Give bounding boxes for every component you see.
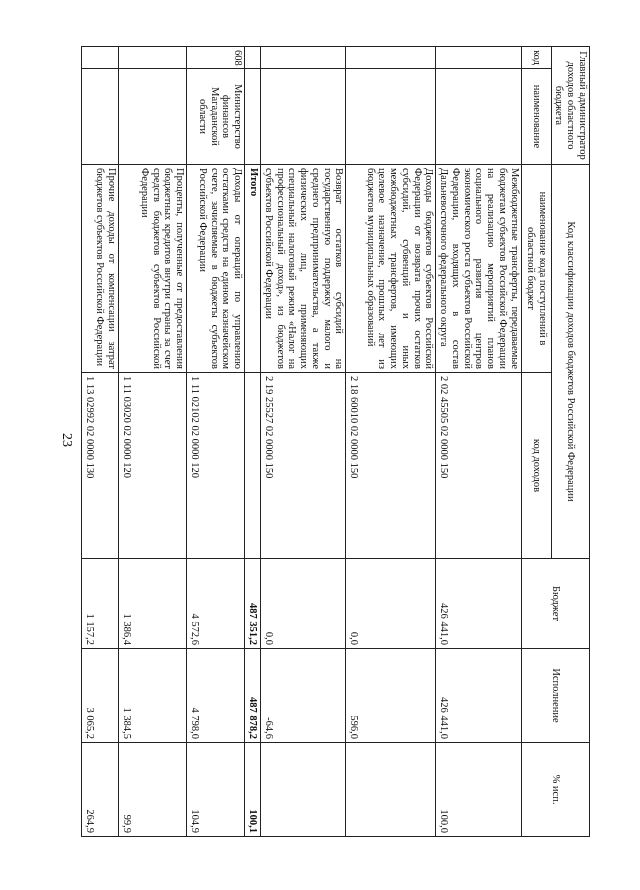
header-name: наименование [521,69,551,165]
table-row [346,47,436,837]
cell-total-label: Итого [245,165,261,373]
cell-execution: -64,6 [261,649,346,743]
cell-admin-name [346,69,436,165]
cell-budget: 1 386,4 [119,559,187,649]
cell-admin-code [261,47,346,69]
table-row [261,47,346,837]
cell-admin-code [119,47,187,69]
table-row [436,47,521,837]
page-number: 23 [59,433,74,447]
header-classification-group: Код классификации доходов бюджетов Российской Федерации [551,165,589,559]
cell-percent: 104,9 [187,743,245,837]
cell-execution: 3 065,2 [82,649,119,743]
header-code: код [521,47,551,69]
cell-percent [346,743,436,837]
cell-revenue-name: Доходы от операций по управлению остатками средств на едином казначейском счете, зачисляемые в бюджеты субъектов Российской Федерации [187,165,245,373]
table-row [187,47,245,837]
cell-percent: 264,9 [82,743,119,837]
cell-admin-name [82,69,119,165]
cell-budget: 0,0 [261,559,346,649]
header-revenue-name: наименование кода поступлений в областной бюджет [521,165,551,373]
cell-revenue-code: 2 19 25527 02 0000 150 [261,373,346,559]
cell-admin-code [346,47,436,69]
cell-revenue-name: Проценты, полученные от предоставления бюджетных кредитов внутри страны за счет средств бюджетов субъектов Российской Федерации [119,165,187,373]
cell-revenue-code [245,373,261,559]
cell-admin-code [245,47,261,69]
cell-percent: 99,9 [119,743,187,837]
cell-revenue-name: Межбюджетные трансферты, передаваемые бюджетам субъектов Российской Федерации на реализацию мероприятий планов социального развития центров экономического роста субъектов Российской Федерации, входящих в состав Дальневосточного федерального округа [436,165,521,373]
revenue-table [81,46,590,837]
total-row [245,47,261,837]
cell-revenue-code: 2 02 45505 02 0000 150 [436,373,521,559]
cell-revenue-code: 1 13 02992 02 0000 130 [82,373,119,559]
header-row-1 [551,47,589,837]
cell-total-percent: 100,1 [245,743,261,837]
cell-revenue-name: Прочие доходы от компенсации затрат бюджетов субъектов Российской Федерации [82,165,119,373]
cell-execution: 426 441,0 [436,649,521,743]
cell-budget: 1 157,2 [82,559,119,649]
header-execution: Исполнение [521,649,589,743]
header-revenue-code: код доходов [521,373,551,559]
cell-admin-name [119,69,187,165]
header-percent: % исп. [521,743,589,837]
cell-admin-name: Министерство финансов Магаданской области [187,69,245,165]
cell-execution: 4 798,0 [187,649,245,743]
cell-admin-name [245,69,261,165]
cell-revenue-code: 1 11 03020 02 0000 120 [119,373,187,559]
cell-revenue-code: 1 11 02102 02 0000 120 [187,373,245,559]
header-budget: Бюджет [521,559,589,649]
cell-percent [261,743,346,837]
table-row [119,47,187,837]
cell-execution: 596,0 [346,649,436,743]
cell-total-budget: 487 351,2 [245,559,261,649]
rotated-table-container [84,46,590,836]
cell-admin-code [82,47,119,69]
cell-admin-code [436,47,521,69]
cell-revenue-code: 2 18 60010 02 0000 150 [346,373,436,559]
cell-budget: 4 572,6 [187,559,245,649]
cell-budget: 0,0 [346,559,436,649]
cell-admin-name [261,69,346,165]
cell-percent: 100,0 [436,743,521,837]
cell-admin-name [436,69,521,165]
cell-admin-code: 608 [187,47,245,69]
cell-revenue-name: Возврат остатков субсидий на государственную поддержку малого и среднего предпринимательства, а также физических лиц, применяющих специальный налоговый режим «Налог на профессиональный доход», из бюджетов субъектов Российской Федерации [261,165,346,373]
header-admin-group: Главный администратор доходов областного бюджета [551,47,589,165]
table-row [82,47,119,837]
cell-budget: 426 441,0 [436,559,521,649]
cell-total-execution: 487 878,2 [245,649,261,743]
cell-revenue-name: Доходы бюджетов субъектов Российской Федерации от возврата прочих остатков субсидий, субвенций и иных межбюджетных трансфертов, имеющих целевое назначение, прошлых лет из бюджетов муниципальных образований [346,165,436,373]
cell-execution: 1 384,5 [119,649,187,743]
